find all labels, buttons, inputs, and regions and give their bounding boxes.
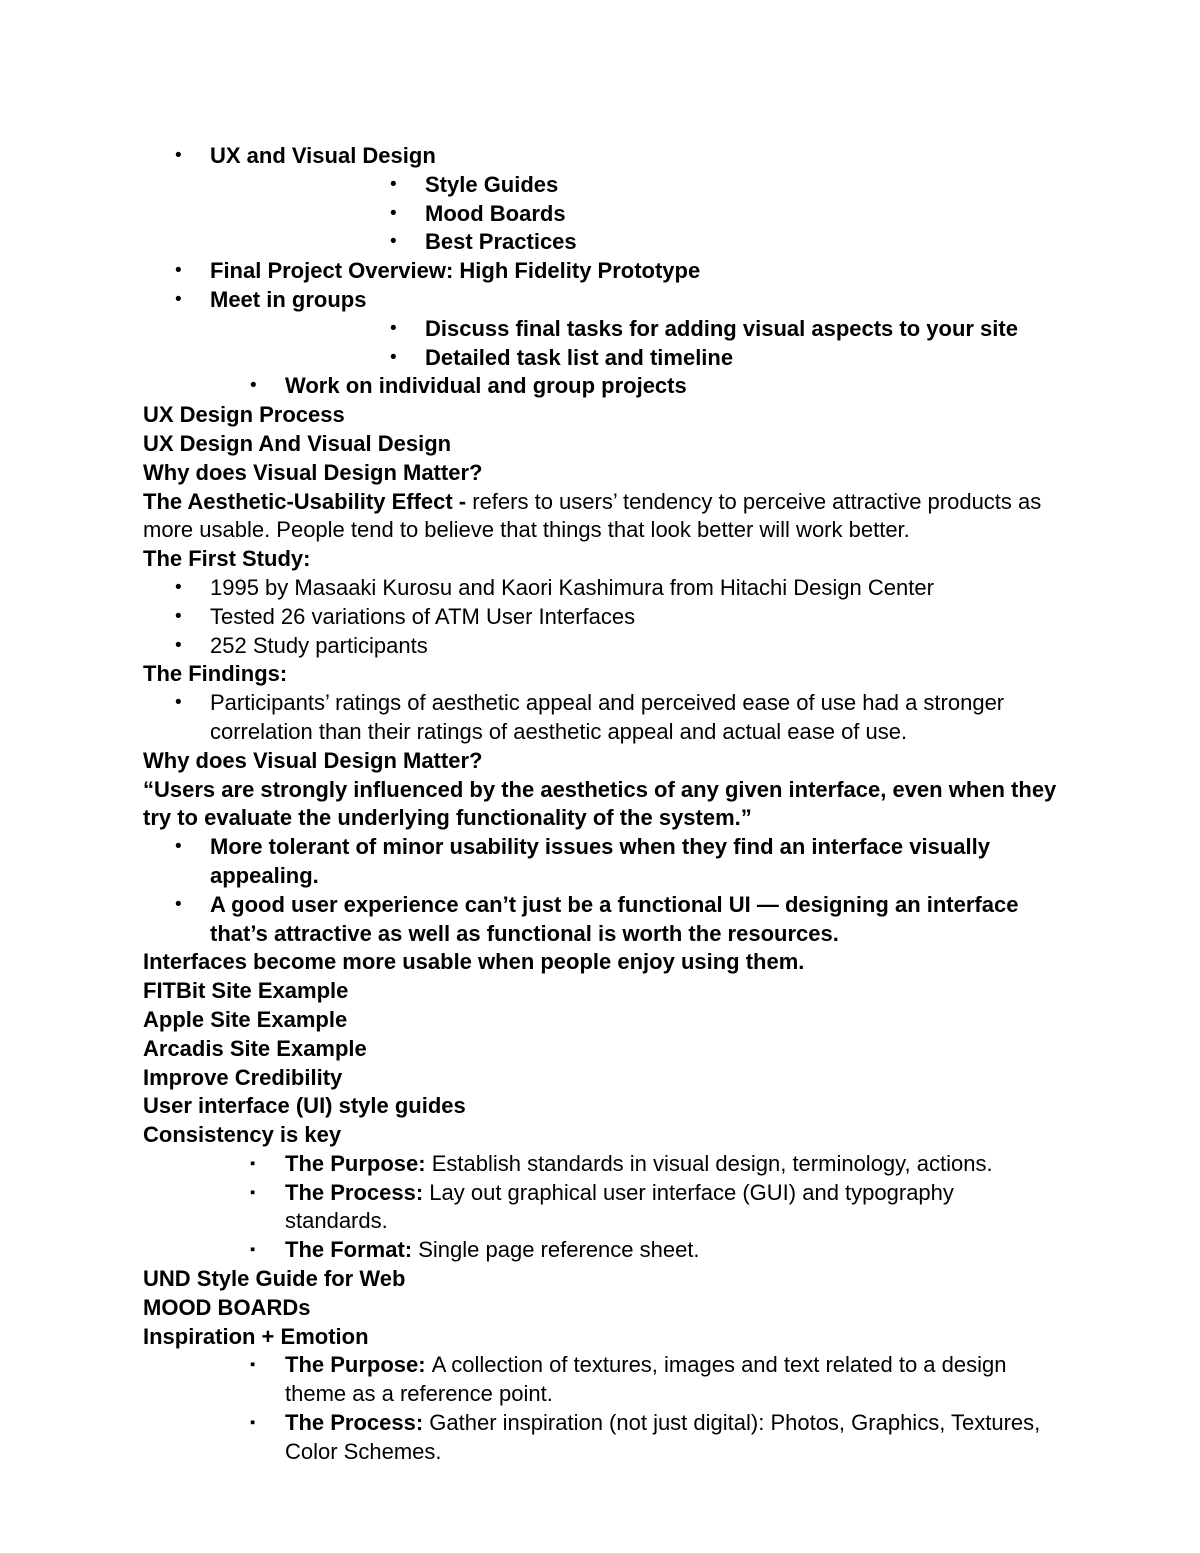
text-segment: A collection of textures, images and text related to a design theme as a reference point. (285, 1352, 1007, 1407)
line-text (210, 287, 366, 312)
paragraph-line (143, 747, 1057, 776)
line-text (143, 1324, 369, 1349)
square-bullet-icon: ▪ (250, 1414, 256, 1432)
paragraph-line (143, 977, 1057, 1006)
text-segment-bold: The Findings: (143, 661, 288, 687)
text-segment-bold: UX Design Process (143, 402, 345, 428)
text-segment-bold: Best Practices (425, 229, 577, 255)
text-segment-bold: Apple Site Example (143, 1006, 348, 1032)
text-segment-bold: Arcadis Site Example (143, 1035, 367, 1061)
text-segment-bold: Improve Credibility (143, 1064, 343, 1090)
round-bullet-icon: • (175, 288, 182, 310)
paragraph-line (143, 948, 1057, 977)
list-item (143, 603, 1057, 632)
text-segment: refers to users’ tendency to perceive attractive products as more usable. People tend to believe that things that look better will work better. (143, 488, 1042, 543)
line-text (143, 460, 482, 485)
text-segment-bold: A good user experience can’t just be a functional UI — designing an interface that’s attractive as well as functional is worth the resources. (210, 891, 1019, 946)
line-text (143, 1266, 405, 1291)
round-bullet-icon: • (390, 202, 397, 224)
round-bullet-icon: • (390, 317, 397, 339)
square-bullet-icon: ▪ (250, 1154, 256, 1172)
line-text (285, 1180, 954, 1234)
text-segment-bold: Final Project Overview: High Fidelity Prototype (210, 258, 701, 284)
text-segment-bold: The Format: (285, 1237, 419, 1263)
text-segment-bold: The Purpose: (285, 1150, 432, 1176)
line-text (143, 949, 804, 974)
text-segment: 1995 by Masaaki Kurosu and Kaori Kashimura from Hitachi Design Center (210, 574, 934, 600)
line-text (285, 1151, 993, 1176)
list-item (143, 833, 1057, 891)
round-bullet-icon: • (390, 173, 397, 195)
line-text (143, 1093, 466, 1118)
list-item (143, 228, 1057, 257)
list-item (143, 891, 1057, 949)
text-segment-bold: UX and Visual Design (210, 143, 436, 168)
document-body (143, 142, 1057, 1467)
text-segment-bold: Detailed task list and timeline (425, 344, 734, 370)
round-bullet-icon: • (390, 231, 397, 253)
round-bullet-icon: • (175, 145, 182, 166)
round-bullet-icon: • (250, 375, 257, 397)
round-bullet-icon: • (390, 346, 397, 368)
text-segment-bold: The Process: (285, 1179, 430, 1205)
round-bullet-icon: • (175, 634, 182, 656)
round-bullet-icon: • (175, 836, 182, 858)
text-segment: Establish standards in visual design, terminology, actions. (431, 1150, 993, 1176)
line-text (285, 373, 687, 398)
line-text (143, 1036, 367, 1061)
paragraph-line (143, 1294, 1057, 1323)
text-segment-bold: UND Style Guide for Web (143, 1266, 406, 1292)
line-text (143, 1065, 342, 1090)
line-text (210, 575, 934, 600)
line-text (143, 1122, 341, 1147)
paragraph-line (143, 1092, 1057, 1121)
line-text (425, 229, 577, 254)
text-segment-bold: The First Study: (143, 546, 311, 572)
paragraph-line (143, 459, 1057, 488)
list-item (143, 689, 1057, 747)
paragraph-line (143, 545, 1057, 574)
text-segment-bold: FITBit Site Example (143, 978, 349, 1004)
line-text (143, 1295, 310, 1320)
line-text (210, 633, 428, 658)
line-text (210, 143, 436, 168)
text-segment-bold: Inspiration + Emotion (143, 1323, 369, 1349)
paragraph-line (143, 1265, 1057, 1294)
list-item (143, 574, 1057, 603)
paragraph-line (143, 488, 1057, 546)
paragraph-line (143, 1323, 1057, 1352)
square-bullet-icon: ▪ (250, 1241, 256, 1259)
text-segment-bold: User interface (UI) style guides (143, 1093, 466, 1119)
list-item (143, 171, 1057, 200)
text-segment-bold: Why does Visual Design Matter? (143, 459, 483, 485)
text-segment-bold: The Aesthetic-Usability Effect - (143, 488, 473, 514)
text-segment-bold: MOOD BOARDs (143, 1294, 311, 1320)
list-item (143, 257, 1057, 286)
text-segment-bold: Why does Visual Design Matter? (143, 747, 483, 773)
round-bullet-icon: • (175, 893, 182, 915)
line-text (143, 1007, 347, 1032)
list-item (143, 1351, 1057, 1409)
text-segment: Gather inspiration (not just digital): Photos, Graphics, Textures, Color Schemes. (285, 1410, 1041, 1464)
line-text (210, 604, 635, 629)
line-text (143, 489, 1041, 543)
paragraph-line (143, 1064, 1057, 1093)
text-segment-bold: UX Design And Visual Design (143, 430, 452, 456)
text-segment-bold: Consistency is key (143, 1122, 342, 1148)
text-segment-bold: Work on individual and group projects (285, 373, 687, 399)
text-segment: Participants’ ratings of aesthetic appeal and perceived ease of use had a stronger correlation than their ratings of aesthetic appeal and actual ease of use. (210, 690, 1005, 744)
line-text (210, 834, 990, 888)
list-item (143, 315, 1057, 344)
text-segment-bold: The Purpose: (285, 1352, 432, 1378)
paragraph-line (143, 401, 1057, 430)
line-text (143, 777, 1056, 831)
paragraph-line (143, 1006, 1057, 1035)
line-text (143, 546, 310, 571)
round-bullet-icon: • (175, 576, 182, 598)
line-text (210, 258, 700, 283)
line-text (285, 1352, 1006, 1406)
line-text (425, 201, 566, 226)
text-segment-bold: “Users are strongly influenced by the aesthetics of any given interface, even when they try to evaluate the underlying functionality of the system.” (143, 776, 1057, 831)
text-segment: 252 Study participants (210, 632, 428, 658)
text-segment: Tested 26 variations of ATM User Interfaces (210, 603, 636, 629)
text-segment-bold: Interfaces become more usable when people enjoy using them. (143, 949, 805, 975)
text-segment: Lay out graphical user interface (GUI) and typography standards. (285, 1179, 954, 1234)
line-text (285, 1410, 1040, 1464)
list-item (143, 1236, 1057, 1265)
list-item (143, 344, 1057, 373)
text-segment-bold: The Process: (285, 1410, 430, 1436)
round-bullet-icon: • (175, 260, 182, 282)
list-item (143, 286, 1057, 315)
square-bullet-icon: ▪ (250, 1356, 256, 1374)
paragraph-line (143, 1121, 1057, 1150)
list-item (143, 1179, 1057, 1237)
line-text (425, 345, 733, 370)
paragraph-line (143, 1035, 1057, 1064)
list-item (143, 632, 1057, 661)
line-text (143, 431, 451, 456)
list-item (143, 372, 1057, 401)
text-segment-bold: Meet in groups (210, 286, 367, 312)
list-item (143, 200, 1057, 229)
text-segment-bold: Mood Boards (425, 200, 566, 226)
line-text (285, 1237, 700, 1262)
line-text (143, 402, 345, 427)
line-text (143, 661, 287, 686)
round-bullet-icon: • (175, 692, 182, 714)
paragraph-line (143, 776, 1057, 834)
text-segment-bold: Discuss final tasks for adding visual aspects to your site (425, 315, 1018, 341)
list-item (143, 1150, 1057, 1179)
list-item (143, 1409, 1057, 1467)
paragraph-line (143, 660, 1057, 689)
line-text (143, 978, 348, 1003)
line-text (143, 748, 482, 773)
line-text (425, 316, 1018, 341)
text-segment-bold: More tolerant of minor usability issues when they find an interface visually appealing. (210, 834, 990, 888)
round-bullet-icon: • (175, 605, 182, 627)
text-segment: Single page reference sheet. (418, 1237, 700, 1263)
paragraph-line (143, 430, 1057, 459)
line-text (210, 690, 1004, 744)
line-text (425, 172, 558, 197)
list-item (143, 142, 1057, 171)
square-bullet-icon: ▪ (250, 1183, 256, 1201)
text-segment-bold: Style Guides (425, 171, 559, 197)
line-text (210, 892, 1018, 946)
